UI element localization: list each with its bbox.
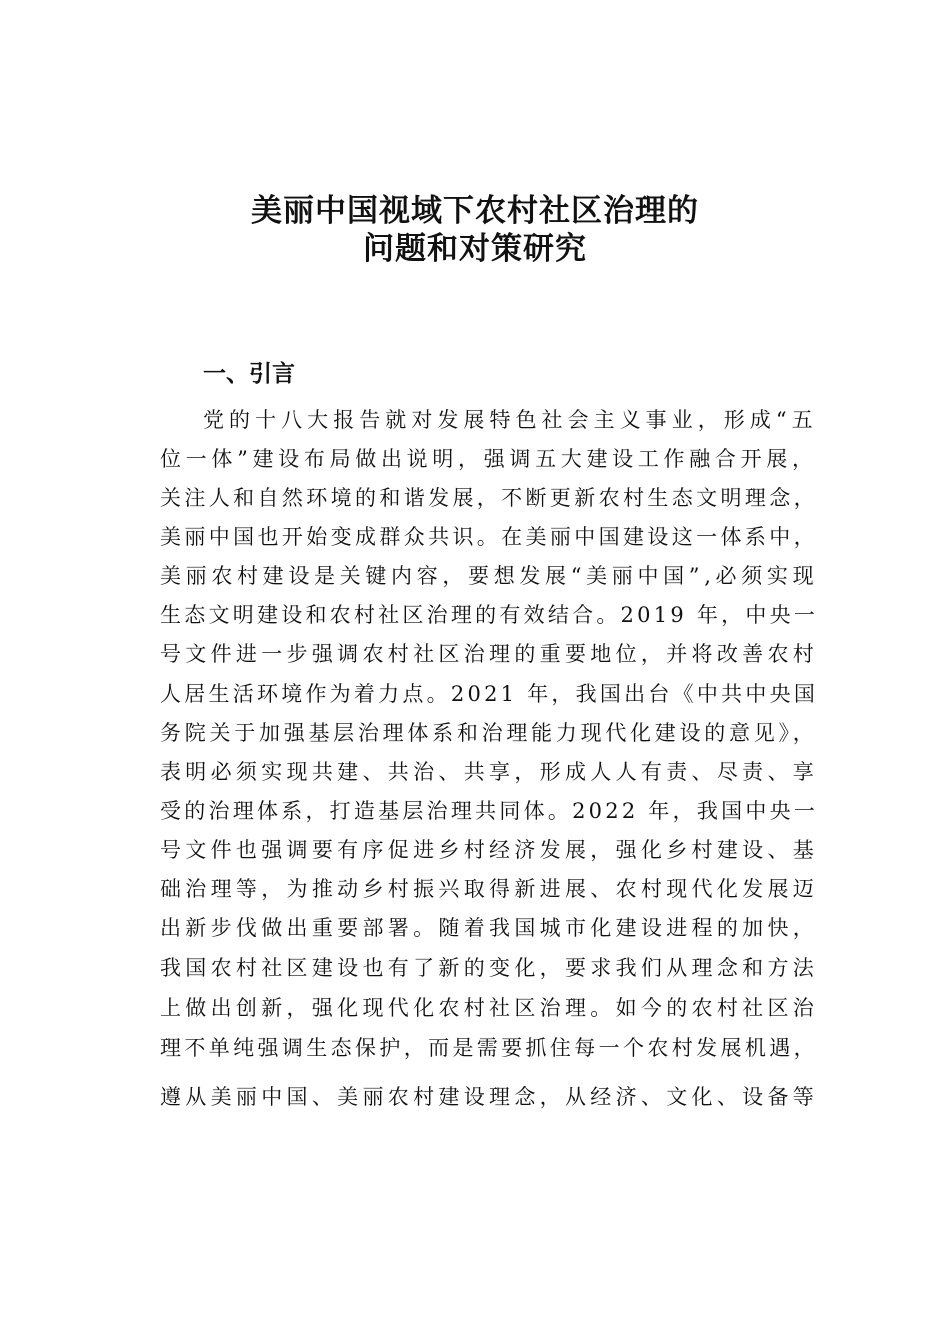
section-heading: 一、引言 [203, 361, 295, 387]
body-line: 务院关于加强基层治理体系和治理能力现代化建设的意见》， [160, 721, 818, 745]
body-line: 出新步伐做出重要部署。随着我国城市化建设进程的加快， [160, 916, 819, 940]
body-line: 我国农村社区建设也有了新的变化，要求我们从理念和方法 [160, 956, 819, 980]
document-title-line-2: 问题和对策研究 [363, 231, 587, 267]
body-line: 上做出创新，强化现代化农村社区治理。如今的农村社区治 [160, 996, 819, 1020]
document-title-line-1: 美丽中国视域下农村社区治理的 [251, 193, 699, 229]
body-line: 美丽农村建设是关键内容，要想发展“美丽中国”,必须实现 [160, 564, 819, 588]
body-line: 生态文明建设和农村社区治理的有效结合。2019 年，中央一 [160, 603, 819, 627]
body-line: 人居生活环境作为着力点。2021 年，我国出台《中共中央国 [160, 682, 819, 706]
body-line: 党的十八大报告就对发展特色社会主义事业，形成“五 [203, 408, 818, 432]
body-line: 表明必须实现共建、共治、共享，形成人人有责、尽责、享 [160, 760, 819, 784]
body-line: 础治理等，为推动乡村振兴取得新进展、农村现代化发展迈 [160, 877, 819, 901]
body-line: 号文件也强调要有序促进乡村经济发展，强化乡村建设、基 [160, 838, 819, 862]
body-line: 受的治理体系，打造基层治理共同体。2022 年，我国中央一 [160, 799, 819, 823]
body-line: 美丽中国也开始变成群众共识。在美丽中国建设这一体系中， [160, 525, 818, 549]
body-line: 位一体”建设布局做出说明，强调五大建设工作融合开展， [160, 447, 818, 471]
body-line: 关注人和自然环境的和谐发展，不断更新农村生态文明理念， [160, 486, 818, 510]
body-line: 理不单纯强调生态保护，而是需要抓住每一个农村发展机遇， [160, 1036, 818, 1060]
body-line: 号文件进一步强调农村社区治理的重要地位，并将改善农村 [160, 642, 819, 666]
body-line: 遵从美丽中国、美丽农村建设理念，从经济、文化、设备等 [160, 1085, 819, 1109]
